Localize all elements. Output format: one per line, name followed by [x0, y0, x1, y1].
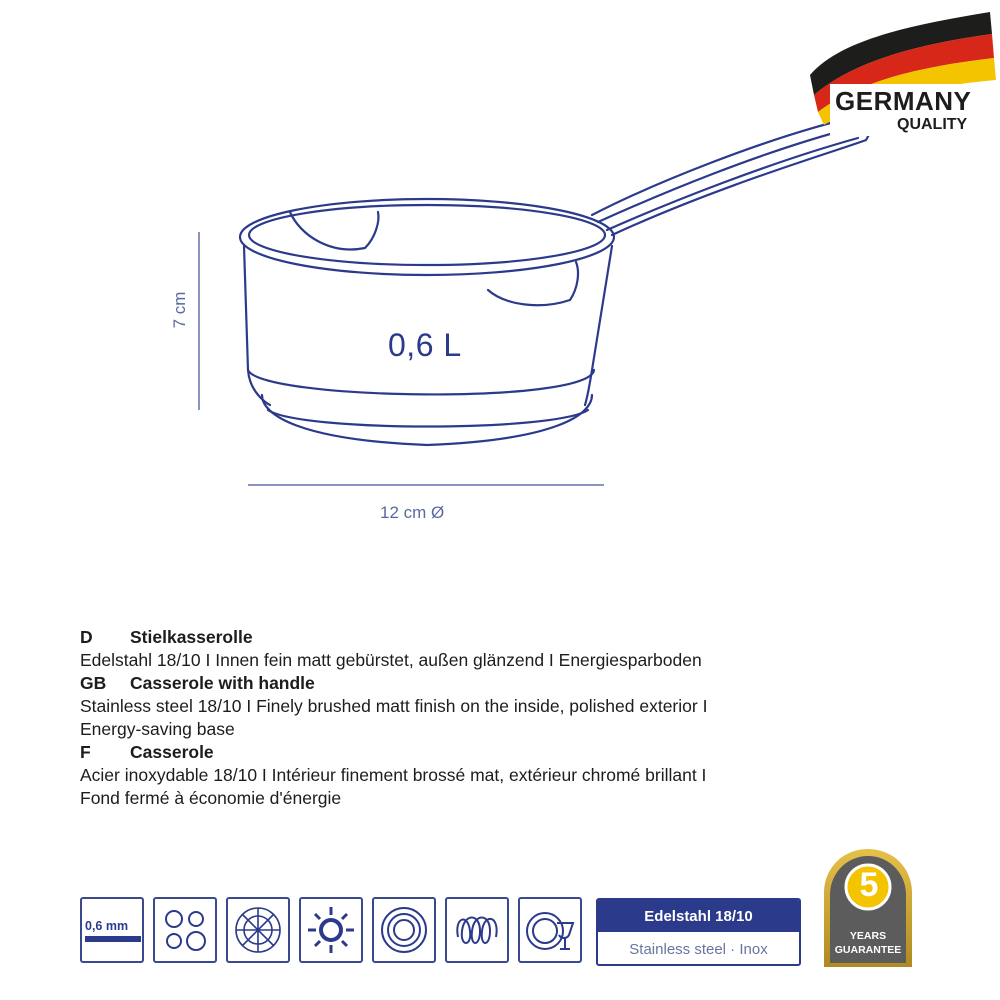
height-dimension-label: 7 cm [170, 291, 189, 329]
material-thickness-icon [80, 897, 144, 963]
title-de: Stielkasserolle [130, 627, 253, 647]
feature-icons [80, 897, 582, 969]
desc-gb-line: Stainless steel 18/10 I Finely brushed matt finish on the inside, polished exterior I [80, 696, 708, 716]
germany-text: GERMANY [835, 86, 972, 116]
desc-gb-line: Energy-saving base [80, 719, 235, 739]
title-gb: Casserole with handle [130, 673, 315, 693]
material-badge [596, 898, 801, 966]
gas-hob-icon [153, 897, 217, 963]
dishwasher-icon [518, 897, 582, 963]
desc-fr-line: Fond fermé à économie d'énergie [80, 788, 342, 808]
electric-coil-icon [445, 897, 509, 963]
guarantee-years-text: YEARS [849, 930, 887, 942]
lang-code-de: D [80, 627, 93, 647]
quality-text: QUALITY [897, 116, 968, 133]
material-top-label: Edelstahl 18/10 [598, 900, 799, 932]
lang-code-gb: GB [80, 673, 107, 693]
volume-label: 0,6 L [388, 327, 462, 363]
material-bottom-label: Stainless steel · Inox [629, 940, 768, 958]
halogen-hob-icon [226, 897, 290, 963]
title-fr: Casserole [130, 742, 214, 762]
ceramic-hob-icon [299, 897, 363, 963]
desc-gb-heading [80, 672, 900, 695]
desc-de-line: Edelstahl 18/10 I Innen fein matt gebürstet, außen glänzend I Energiesparboden [80, 650, 702, 670]
guarantee-years-number: 5 [859, 866, 879, 904]
desc-fr-heading [80, 741, 900, 764]
thickness-label: 0,6 mm [85, 918, 129, 933]
desc-fr-line: Acier inoxydable 18/10 I Intérieur finement brossé mat, extérieur chromé brillant I [80, 765, 707, 785]
induction-icon [372, 897, 436, 963]
guarantee-text: GUARANTEE [834, 944, 902, 956]
desc-de-heading [80, 626, 900, 649]
product-description [80, 626, 900, 810]
diameter-dimension-label: 12 cm Ø [380, 503, 445, 522]
lang-code-fr: F [80, 742, 91, 762]
